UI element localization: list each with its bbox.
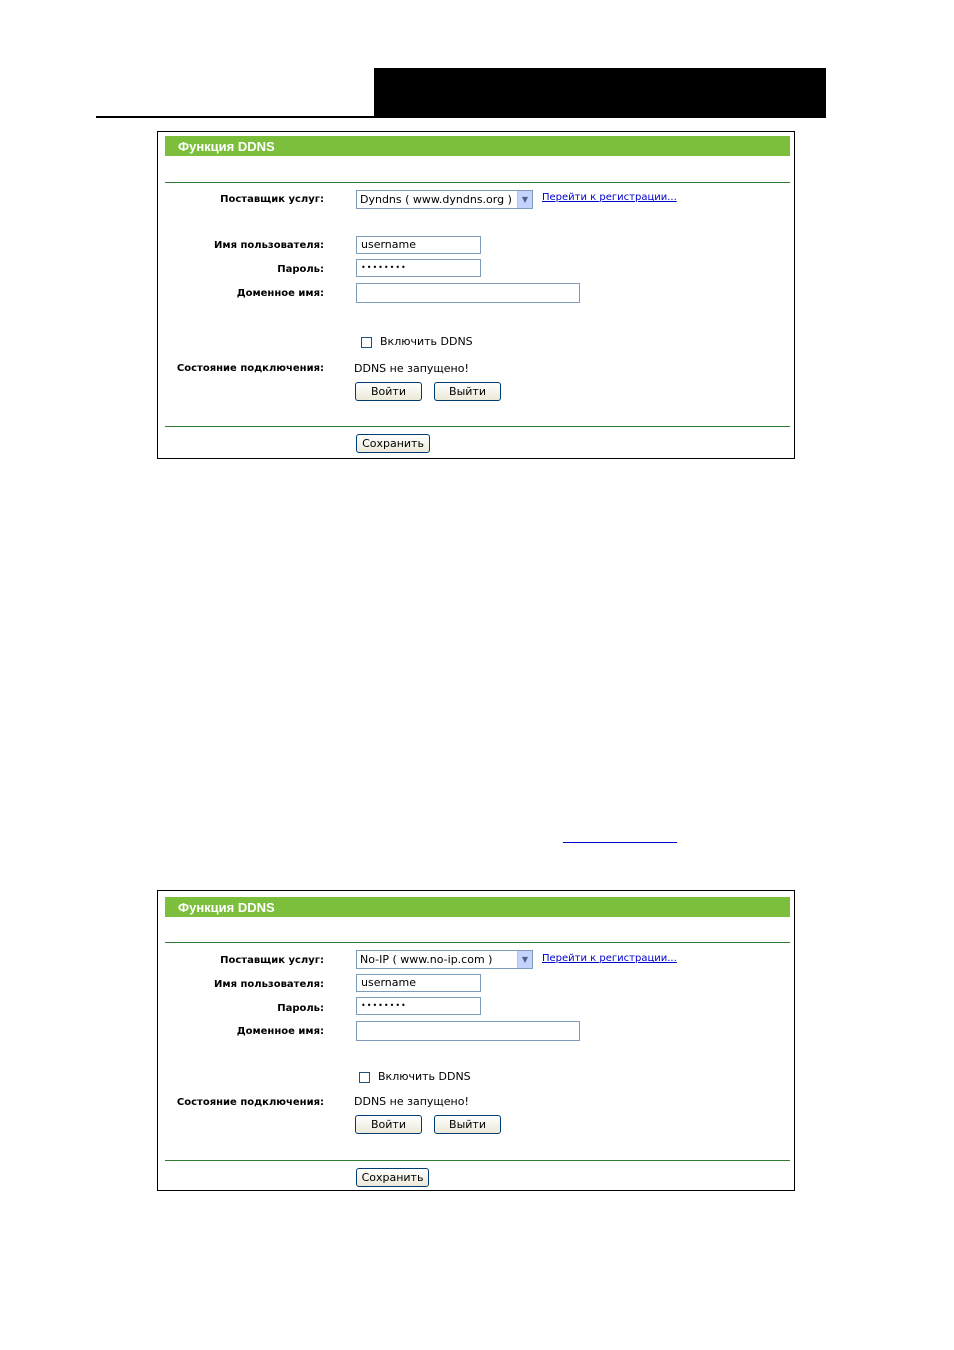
provider-selected-value: No-IP ( www.no-ip.com ) [360,953,493,966]
logout-button[interactable]: Выйти [434,1115,501,1134]
password-field[interactable]: •••••••• [356,997,481,1015]
status-label: Состояние подключения: [176,363,324,374]
login-button[interactable]: Войти [355,1115,422,1134]
register-link[interactable]: Перейти к регистрации... [542,953,677,964]
domain-field[interactable] [356,283,580,303]
save-button[interactable]: Сохранить [356,1168,429,1187]
ddns-panel-noip [157,890,795,1191]
chevron-down-icon[interactable]: ▼ [517,951,532,968]
username-field[interactable]: username [356,236,481,254]
password-label: Пароль: [277,264,324,275]
username-field[interactable]: username [356,974,481,992]
bottom-separator [165,426,790,427]
enable-ddns-label: Включить DDNS [380,335,473,348]
login-button[interactable]: Войти [355,382,422,401]
provider-label: Поставщик услуг: [220,194,324,205]
username-label: Имя пользователя: [214,979,324,990]
register-link[interactable]: Перейти к регистрации... [542,192,677,203]
provider-selected-value: Dyndns ( www.dyndns.org ) [360,193,512,206]
header-rule [96,116,826,118]
header-bar-edge [824,68,826,118]
domain-field[interactable] [356,1021,580,1041]
domain-label: Доменное имя: [236,1026,324,1037]
username-label: Имя пользователя: [214,240,324,251]
bottom-separator [165,1160,790,1161]
domain-label: Доменное имя: [236,288,324,299]
status-label: Состояние подключения: [176,1097,324,1108]
password-label: Пароль: [277,1003,324,1014]
status-value: DDNS не запущено! [354,362,469,375]
status-value: DDNS не запущено! [354,1095,469,1108]
logout-button[interactable]: Выйти [434,382,501,401]
enable-ddns-checkbox[interactable] [359,1072,370,1083]
save-button[interactable]: Сохранить [356,434,430,453]
enable-ddns-checkbox[interactable] [361,337,372,348]
provider-label: Поставщик услуг: [220,955,324,966]
enable-ddns-label: Включить DDNS [378,1070,471,1083]
header-black-bar [374,68,824,118]
panel-title: Функция DDNS [165,897,790,917]
top-separator [165,942,790,943]
provider-select[interactable] [356,950,533,969]
provider-select[interactable] [356,190,533,209]
panel-title: Функция DDNS [165,136,790,156]
link-underline [563,842,677,843]
chevron-down-icon[interactable]: ▼ [517,191,532,208]
password-field[interactable]: •••••••• [356,259,481,277]
top-separator [165,182,790,183]
ddns-panel-dyndns [157,131,795,459]
